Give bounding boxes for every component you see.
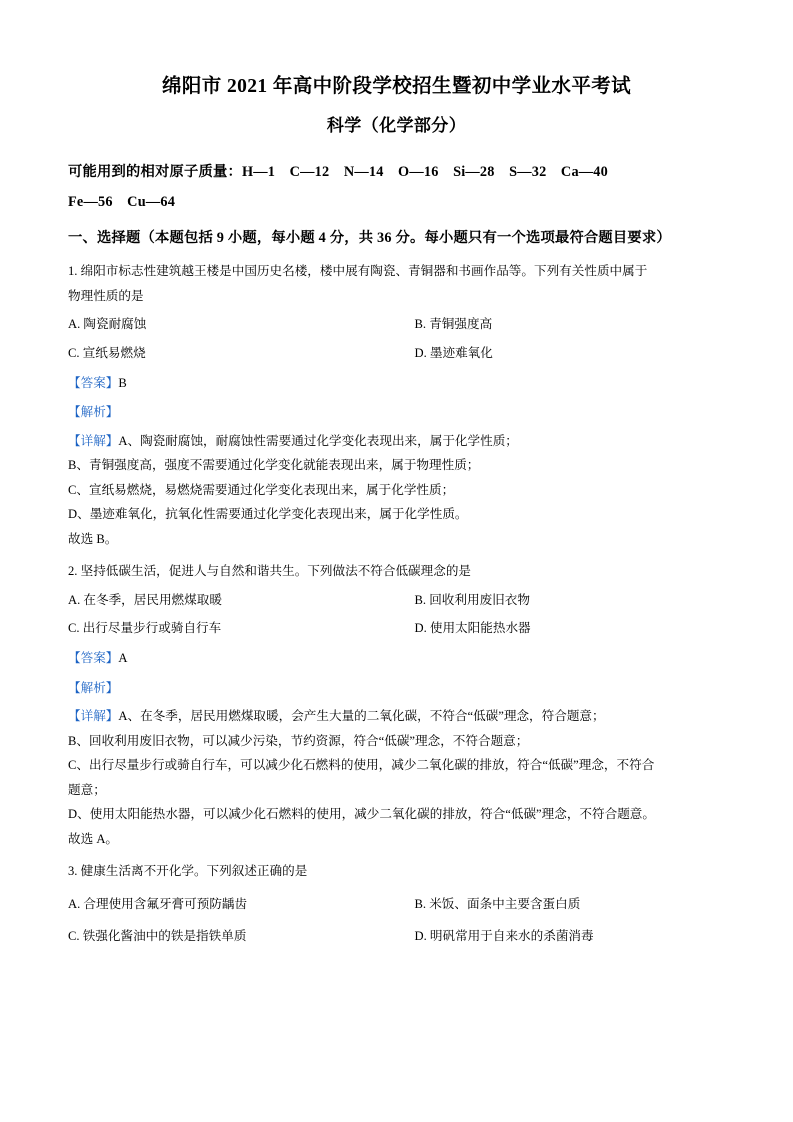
detail-line: 故选 A。 — [68, 831, 119, 846]
answer-value: A — [118, 651, 128, 666]
detail-line: 题意； — [68, 782, 106, 797]
detail-tag: 【详解】 — [68, 709, 119, 724]
detail-text: A、在冬季，居民用燃煤取暖，会产生大量的二氧化碳，不符合“低碳”理念，符合题意； — [118, 709, 605, 724]
detail-line: B、回收利用废旧衣物，可以减少污染，节约资源，符合“低碳”理念，不符合题意； — [68, 733, 529, 748]
question-1 — [68, 259, 725, 551]
analysis-tag: 【解析】 — [68, 405, 119, 420]
option-row — [68, 616, 725, 641]
detail-line: D、墨迹难氧化，抗氧化性需要通过化学变化表现出来，属于化学性质。 — [68, 507, 468, 522]
option-c[interactable]: C. 铁强化酱油中的铁是指铁单质 — [68, 929, 247, 944]
answer-value: B — [118, 375, 127, 390]
page-subtitle: 科学（化学部分） — [326, 116, 467, 136]
option-d[interactable]: D. 明矾常用于自来水的杀菌消毒 — [414, 929, 594, 944]
option-d[interactable]: D. 墨迹难氧化 — [414, 346, 493, 360]
option-c[interactable]: C. 宣纸易燃烧 — [68, 346, 146, 360]
answer-tag: 【答案】 — [68, 651, 119, 666]
question-stem: 1. 绵阳市标志性建筑越王楼是中国历史名楼，楼中展有陶瓷、青铜器和书画作品等。下列有关性质中属于 — [68, 264, 648, 279]
question-stem-continued: 物理性质的是 — [68, 288, 144, 303]
option-row — [68, 312, 725, 337]
question-stem: 3. 健康生活离不开化学。下列叙述正确的是 — [68, 864, 308, 879]
answer-tag: 【答案】 — [68, 375, 119, 390]
option-row — [68, 924, 725, 949]
atomic-mass-line-1: 可能用到的相对原子质量：H—1 C—12 N—14 O—16 Si—28 S—32 Ca—40 — [68, 163, 608, 180]
answer-line — [68, 371, 725, 396]
detail-line: D、使用太阳能热水器，可以减少化石燃料的使用，减少二氧化碳的排放，符合“低碳”理念，不符合题意。 — [68, 807, 655, 822]
section-heading: 一、选择题（本题包括 9 小题，每小题 4 分，共 36 分。每小题只有一个选项最符合题目要求） — [68, 229, 671, 246]
option-b[interactable]: B. 米饭、面条中主要含蛋白质 — [414, 896, 581, 911]
option-row — [68, 892, 725, 917]
detail-line: B、青铜强度高，强度不需要通过化学变化就能表现出来，属于物理性质； — [68, 458, 480, 473]
analysis-tag: 【解析】 — [68, 680, 119, 695]
option-b[interactable]: B. 青铜强度高 — [414, 317, 493, 332]
option-a[interactable]: A. 在冬季，居民用燃煤取暖 — [68, 592, 222, 607]
question-stem: 2. 坚持低碳生活，促进人与自然和谐共生。下列做法不符合低碳理念的是 — [68, 564, 471, 579]
detail-first-line — [68, 704, 725, 729]
option-b[interactable]: B. 回收利用废旧衣物 — [414, 592, 530, 607]
detail-first-line — [68, 429, 725, 454]
page-title: 绵阳市 2021 年高中阶段学校招生暨初中学业水平考试 — [161, 76, 632, 97]
answer-line — [68, 646, 725, 671]
question-3 — [68, 859, 725, 949]
detail-line: 故选 B。 — [68, 531, 118, 546]
option-d[interactable]: D. 使用太阳能热水器 — [414, 621, 531, 636]
option-row — [68, 588, 725, 613]
option-a[interactable]: A. 合理使用含氟牙膏可预防龋齿 — [68, 896, 248, 911]
detail-line: C、宣纸易燃烧，易燃烧需要通过化学变化表现出来，属于化学性质； — [68, 482, 455, 497]
option-row — [68, 341, 725, 366]
detail-line: C、出行尽量步行或骑自行车，可以减少化石燃料的使用，减少二氧化碳的排放，符合“低碳”理念，不符合 — [68, 758, 655, 773]
option-a[interactable]: A. 陶瓷耐腐蚀 — [68, 317, 147, 332]
detail-text: A、陶瓷耐腐蚀，耐腐蚀性需要通过化学变化表现出来，属于化学性质； — [118, 433, 518, 448]
question-2 — [68, 559, 725, 851]
detail-tag: 【详解】 — [68, 433, 119, 448]
atomic-mass-line-2: Fe—56 Cu—64 — [68, 194, 176, 211]
option-c[interactable]: C. 出行尽量步行或骑自行车 — [68, 621, 222, 636]
